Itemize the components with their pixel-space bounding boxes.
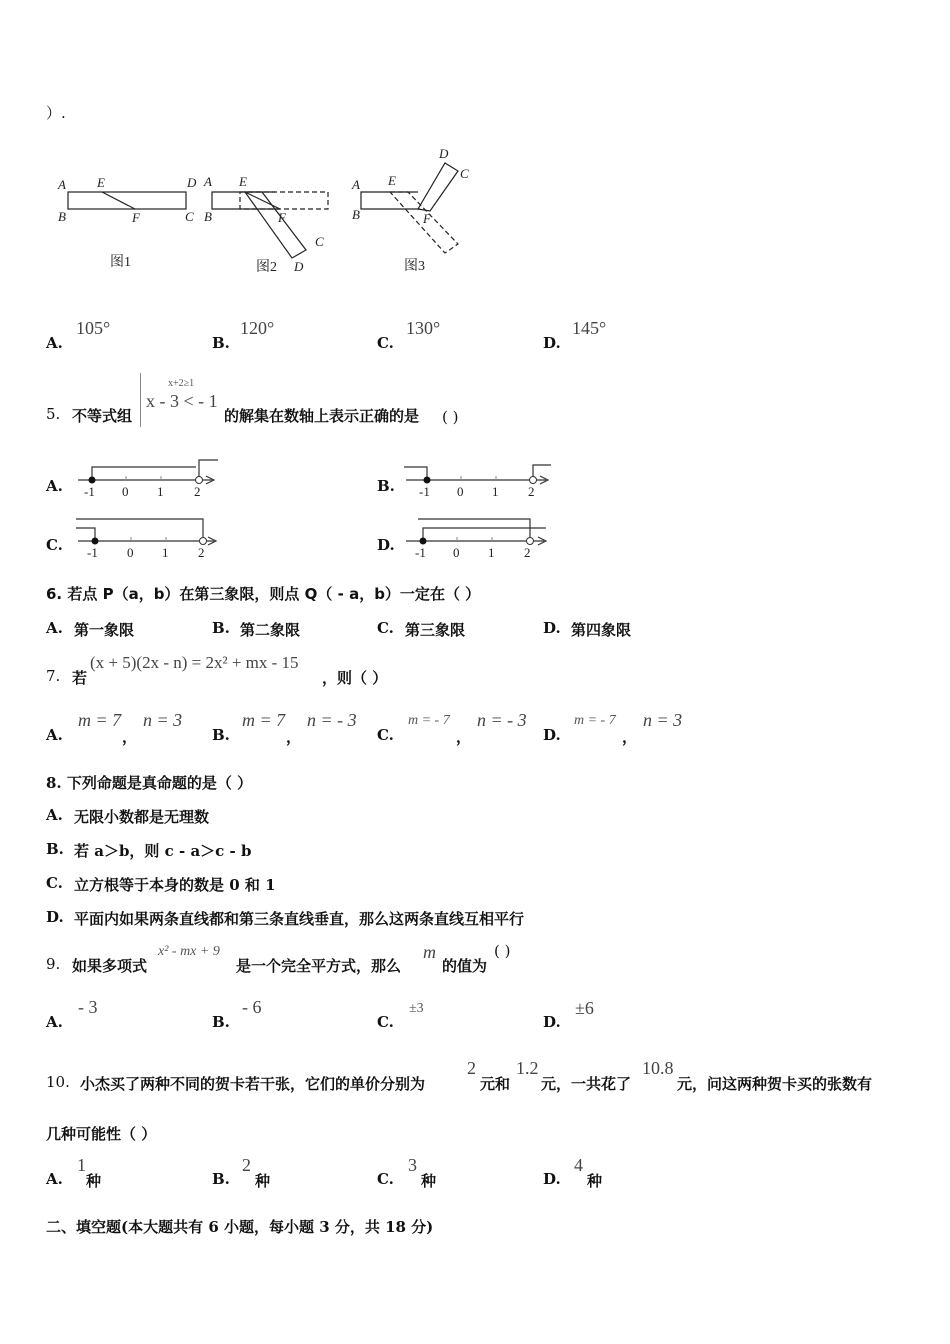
q5-option-a-letter: A. xyxy=(46,477,63,495)
q5-number-line-c xyxy=(72,513,232,559)
q9-var-m: m xyxy=(423,942,436,962)
fig2-folded-strip xyxy=(245,192,306,258)
q7-option-b-n: n = - 3 xyxy=(307,710,357,730)
tick-label: 2 xyxy=(528,484,535,499)
fig2-label-b: B xyxy=(204,209,212,224)
figure-3 xyxy=(361,163,458,253)
fig3-folded-strip xyxy=(418,163,458,211)
q7-option-a-sep: ， xyxy=(122,728,138,746)
fig1-label-d: D xyxy=(187,175,197,190)
q9-option-b-letter: B. xyxy=(212,1013,230,1031)
q6-stem: 6. 若点 P（a，b）在第三象限，则点 Q（ - a，b）一定在（ ） xyxy=(46,585,481,603)
q5-brace xyxy=(140,373,141,427)
q4-option-a-letter: A. xyxy=(46,334,63,352)
q7-option-b-sep: ， xyxy=(286,728,302,746)
q10-number: 10. xyxy=(46,1073,70,1091)
q9-option-c-value: ±3 xyxy=(409,1001,424,1016)
q10-option-d-unit: 种 xyxy=(587,1172,603,1190)
q8-option-a-text: 无限小数都是无理数 xyxy=(74,808,210,826)
tick-label: -1 xyxy=(87,545,98,559)
q6-option-a-letter: A. xyxy=(46,619,63,637)
q7-option-b-m: m = 7 xyxy=(242,710,286,730)
q10-option-a-value: 1 xyxy=(77,1155,86,1175)
fig3-label-f: F xyxy=(423,211,431,226)
q7-option-d-sep: ， xyxy=(622,728,638,746)
q9-stem-c: 的值为 xyxy=(442,957,488,975)
q6-option-d-text: 第四象限 xyxy=(571,621,632,639)
q10-stem-line2: 几种可能性（ ） xyxy=(46,1125,157,1143)
q7-option-c-n: n = - 3 xyxy=(477,710,527,730)
q7-formula: (x + 5)(2x - n) = 2x² + mx - 15 xyxy=(90,653,299,672)
fig2-fold-line xyxy=(245,192,280,209)
q5-stem-before: 不等式组 xyxy=(72,407,133,425)
q9-stem-a: 如果多项式 xyxy=(72,957,148,975)
section-heading-fill-in: 二、填空题(本大题共有 6 小题，每小题 3 分，共 18 分) xyxy=(46,1218,434,1236)
fig3-label-d: D xyxy=(439,146,449,161)
q10-stem-1: 小杰买了两种不同的贺卡若干张，它们的单价分别为 xyxy=(80,1075,426,1093)
fig3-label-e: E xyxy=(388,173,396,188)
fig2-label-c: C xyxy=(315,234,324,249)
q6-option-d-letter: D. xyxy=(543,619,561,637)
q5-option-d-letter: D. xyxy=(377,536,395,554)
q6-option-b-text: 第二象限 xyxy=(240,621,301,639)
q4-option-b-value: 120° xyxy=(240,318,275,338)
fig1-label-c: C xyxy=(185,209,194,224)
q10-option-a-unit: 种 xyxy=(86,1172,102,1190)
q5-system-bottom: x - 3 < - 1 xyxy=(146,391,218,411)
q5-number-line-a xyxy=(72,456,232,502)
q7-option-c-sep: ， xyxy=(456,728,472,746)
q10-value-3: 10.8 xyxy=(642,1058,674,1078)
q7-option-b-letter: B. xyxy=(212,726,230,744)
q7-option-d-n: n = 3 xyxy=(643,710,683,730)
q10-value-1: 2 xyxy=(467,1058,476,1078)
q5-number-line-b xyxy=(400,456,560,502)
fig1-label-e: E xyxy=(97,175,105,190)
tick-label: 0 xyxy=(122,484,129,499)
q5-number-line-d xyxy=(400,513,560,559)
q7-option-d-letter: D. xyxy=(543,726,561,744)
q9-option-a-value: - 3 xyxy=(78,997,98,1017)
q5-option-b-letter: B. xyxy=(377,477,395,495)
fig2-label-e: E xyxy=(239,174,247,189)
figure-1 xyxy=(68,192,186,209)
q10-stem-4: 元，问这两种贺卡买的张数有 xyxy=(677,1075,873,1093)
q5-stem-after: 的解集在数轴上表示正确的是 xyxy=(224,407,420,425)
q10-option-b-value: 2 xyxy=(242,1155,251,1175)
question-tail: ）. xyxy=(46,104,66,122)
tick-label: 0 xyxy=(457,484,464,499)
folding-figures xyxy=(40,140,480,290)
q6-option-b-letter: B. xyxy=(212,619,230,637)
fig2-label-d: D xyxy=(294,259,304,274)
fig1-label-f: F xyxy=(132,210,140,225)
q7-option-c-m: m = - 7 xyxy=(408,713,450,728)
q7-number: 7. xyxy=(46,667,61,685)
tick-label: 1 xyxy=(162,545,169,559)
q7-stem-after: ，则（ ） xyxy=(322,669,388,687)
fig2-dashed-original xyxy=(240,192,328,209)
tick-label: 0 xyxy=(453,545,460,559)
tick-label: -1 xyxy=(415,545,426,559)
q7-option-a-letter: A. xyxy=(46,726,63,744)
q10-option-b-letter: B. xyxy=(212,1170,230,1188)
tick-label: 2 xyxy=(198,545,205,559)
tick-label: 2 xyxy=(524,545,531,559)
q10-option-b-unit: 种 xyxy=(255,1172,271,1190)
q6-option-c-letter: C. xyxy=(377,619,394,637)
q4-option-d-letter: D. xyxy=(543,334,561,352)
q9-stem-b: 是一个完全平方式，那么 xyxy=(236,957,402,975)
q8-stem: 8. 下列命题是真命题的是（ ） xyxy=(46,774,253,792)
fig2-caption: 图2 xyxy=(256,260,277,275)
q9-paren: ( ) xyxy=(494,942,511,960)
q4-option-b-letter: B. xyxy=(212,334,230,352)
fig3-rectangle xyxy=(361,192,420,209)
q6-option-a-text: 第一象限 xyxy=(74,621,135,639)
tick-label: -1 xyxy=(84,484,95,499)
fig1-caption: 图1 xyxy=(110,255,131,270)
tick-label: 1 xyxy=(492,484,499,499)
q10-value-2: 1.2 xyxy=(516,1058,539,1078)
q9-option-a-letter: A. xyxy=(46,1013,63,1031)
q9-option-d-letter: D. xyxy=(543,1013,561,1031)
q8-option-d-letter: D. xyxy=(46,908,64,926)
q7-option-a-n: n = 3 xyxy=(143,710,183,730)
tick-label: 1 xyxy=(488,545,495,559)
q9-number: 9. xyxy=(46,955,61,973)
q8-option-a-letter: A. xyxy=(46,806,63,824)
q10-option-d-value: 4 xyxy=(574,1155,583,1175)
q7-option-d-m: m = - 7 xyxy=(574,713,616,728)
q4-option-a-value: 105° xyxy=(76,318,111,338)
q8-option-b-letter: B. xyxy=(46,840,64,858)
q8-option-c-text: 立方根等于本身的数是 0 和 1 xyxy=(74,876,276,894)
q8-option-b-text: 若 a＞b，则 c - a＞c - b xyxy=(74,842,252,860)
q10-option-c-letter: C. xyxy=(377,1170,394,1188)
fig3-label-a: A xyxy=(352,177,360,192)
q9-polynomial: x² - mx + 9 xyxy=(158,944,220,959)
q9-option-c-letter: C. xyxy=(377,1013,394,1031)
tick-label: 0 xyxy=(127,545,134,559)
fig1-label-b: B xyxy=(58,209,66,224)
q4-option-c-value: 130° xyxy=(406,318,441,338)
q10-stem-3: 元，一共花了 xyxy=(541,1075,632,1093)
q5-system-top: x+2≥1 xyxy=(168,378,195,389)
q5-option-c-letter: C. xyxy=(46,536,63,554)
fig1-label-a: A xyxy=(58,177,66,192)
fig3-label-c: C xyxy=(460,166,469,181)
q10-option-c-value: 3 xyxy=(408,1155,417,1175)
q7-option-c-letter: C. xyxy=(377,726,394,744)
fig3-caption: 图3 xyxy=(404,259,425,274)
fig2-rectangle xyxy=(212,192,280,209)
q5-number: 5. xyxy=(46,405,61,423)
tick-label: -1 xyxy=(419,484,430,499)
q10-option-d-letter: D. xyxy=(543,1170,561,1188)
q4-option-c-letter: C. xyxy=(377,334,394,352)
q4-option-d-value: 145° xyxy=(572,318,607,338)
tick-label: 1 xyxy=(157,484,164,499)
q7-option-a-m: m = 7 xyxy=(78,710,122,730)
q9-option-d-value: ±6 xyxy=(575,998,594,1018)
q5-paren: ( ) xyxy=(442,408,459,426)
q10-option-c-unit: 种 xyxy=(421,1172,437,1190)
q9-option-b-value: - 6 xyxy=(242,997,262,1017)
q7-stem-before: 若 xyxy=(72,669,88,687)
q6-option-c-text: 第三象限 xyxy=(405,621,466,639)
figure-2 xyxy=(212,192,328,258)
q8-option-c-letter: C. xyxy=(46,874,63,892)
q8-option-d-text: 平面内如果两条直线都和第三条直线垂直，那么这两条直线互相平行 xyxy=(74,910,525,928)
fig1-rectangle xyxy=(68,192,186,209)
q10-option-a-letter: A. xyxy=(46,1170,63,1188)
fig2-label-f: F xyxy=(278,210,286,225)
fig2-label-a: A xyxy=(204,174,212,189)
fig3-label-b: B xyxy=(352,207,360,222)
q10-stem-2: 元和 xyxy=(480,1075,511,1093)
fig1-fold-line xyxy=(102,192,135,209)
tick-label: 2 xyxy=(194,484,201,499)
